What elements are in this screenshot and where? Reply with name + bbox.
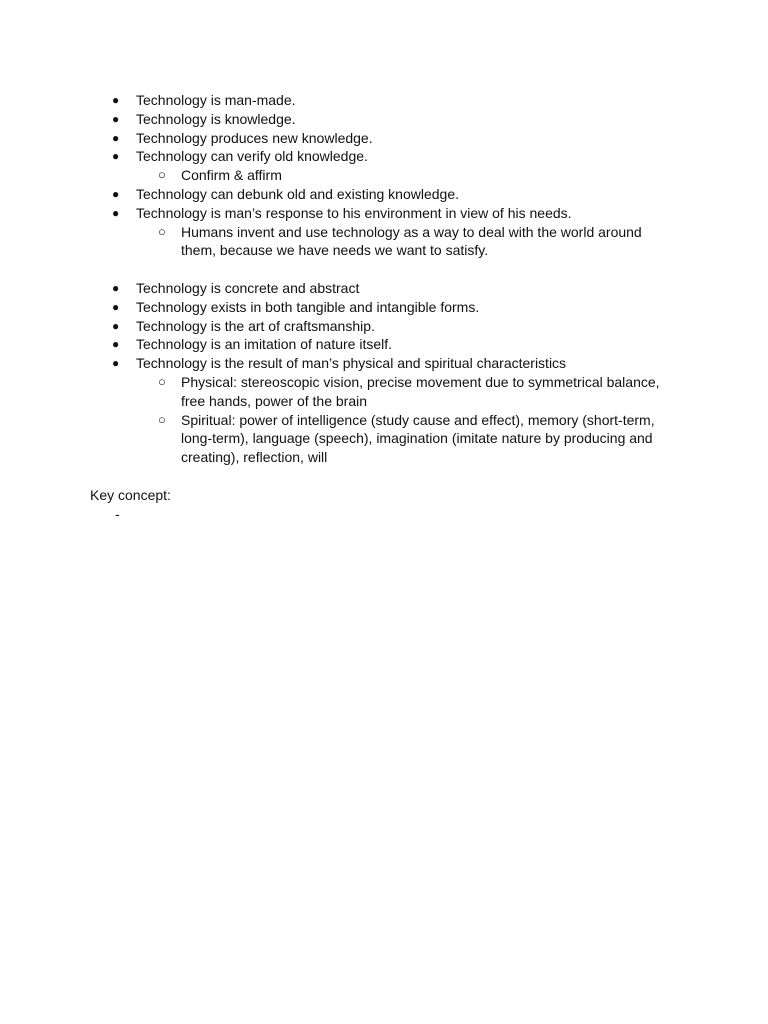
list-item-text: Technology is man-made. [136,92,296,108]
bullet-list-group-1 [0,91,768,260]
bullet-icon: ● [112,280,120,295]
list-item-text: Technology produces new knowledge. [136,129,373,146]
list-item [0,335,676,354]
list-item-text: Technology is man’s response to his environment in view of his needs. [136,204,572,221]
sub-list-item [0,166,676,185]
bullet-icon: ● [112,337,120,352]
sub-list-item-text: Physical: stereoscopic vision, precise movement due to symmetrical balance, free hands, power of the brain [181,373,660,409]
list-item [0,91,676,110]
list-item [0,185,676,204]
hollow-bullet-icon: ○ [158,167,166,183]
list-item [0,129,676,148]
key-concept-item [0,505,768,524]
list-item [0,298,676,317]
list-item-text: Technology is the art of craftsmanship. [136,317,375,334]
bullet-icon: ● [112,149,120,164]
list-item [0,204,676,223]
list-item [0,147,676,166]
bullet-icon: ● [112,318,120,333]
hollow-bullet-icon: ○ [158,373,166,389]
sub-list-item [0,411,676,467]
list-item-text: Technology is the result of man’s physical and spiritual characteristics [136,355,567,372]
dash-marker: - [115,505,120,522]
bullet-icon: ● [112,111,120,126]
list-item [0,110,676,129]
list-item-text: Technology is knowledge. [136,110,296,127]
list-item-text: Technology is an imitation of nature itself. [136,336,393,353]
bullet-icon: ● [112,93,120,107]
sub-list-item-text: Spiritual: power of intelligence (study cause and effect), memory (short-term, long-term), language (speech), imagination (imitate nature by producing and creating), reflection, will [181,411,655,466]
sub-list-item-text: Humans invent and use technology as a way to deal with the world around them, because we have needs we want to satisfy. [181,223,642,259]
bullet-icon: ● [112,299,120,314]
list-item-text: Technology is concrete and abstract [136,279,360,296]
bullet-list-group-2 [0,279,768,467]
bullet-icon: ● [112,205,120,220]
list-item [0,317,676,336]
sub-list-item [0,373,676,411]
list-item-text: Technology exists in both tangible and intangible forms. [136,298,480,315]
bullet-icon: ● [112,130,120,145]
hollow-bullet-icon: ○ [158,223,166,239]
hollow-bullet-icon: ○ [158,411,166,427]
list-item [0,354,676,373]
sub-list-item-text: Confirm & affirm [181,167,282,184]
sub-list-item [0,223,676,261]
document-body [0,91,768,523]
list-item-text: Technology can debunk old and existing knowledge. [136,185,460,202]
list-item [0,279,676,298]
bullet-icon: ● [112,356,120,371]
list-item-text: Technology can verify old knowledge. [136,148,368,165]
key-concept-list [0,505,768,524]
bullet-icon: ● [112,186,120,201]
key-concept-heading: Key concept: [90,486,171,503]
